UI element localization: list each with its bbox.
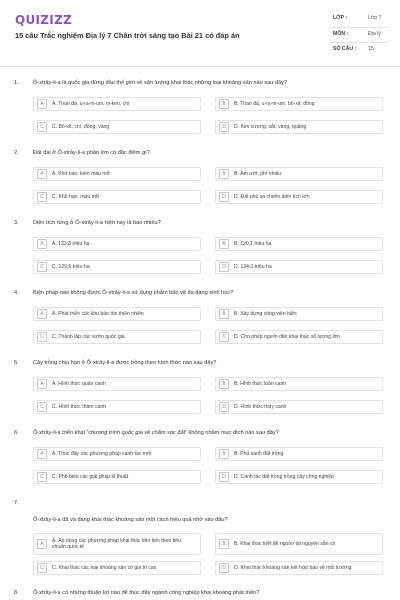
option-b[interactable]: [215, 307, 383, 321]
option-text: A. Than đá, u-ra-ni-um, ni-ken, chì: [52, 100, 130, 107]
option-a[interactable]: [33, 307, 201, 321]
meta-row-count: [330, 42, 388, 57]
option-text: A. Phát triển các khu bảo tồn thiên nhiên: [52, 310, 144, 317]
option-a[interactable]: [33, 97, 201, 111]
option-b[interactable]: [215, 237, 383, 251]
question-number: 1.: [14, 80, 19, 86]
question-text: Cây trồng chịu hạn ở Ô-xtrây-li-a được trồng theo hình thức nào sau đây?: [33, 360, 217, 366]
option-letter: B: [219, 309, 229, 319]
option-d[interactable]: [215, 470, 383, 484]
option-letter: A: [37, 379, 47, 389]
option-text: B. 120,1 triệu ha: [234, 240, 272, 247]
option-text: B. Khai thác triệt để nguồn tài nguyên sẵn có: [234, 540, 336, 547]
option-a[interactable]: [33, 237, 201, 251]
option-text: C. Phổ biến các giải pháp kĩ thuật: [52, 473, 129, 480]
option-text: A. 133,8 triệu ha: [52, 240, 90, 247]
option-text: B. Hình thức luân canh: [234, 380, 287, 387]
meta-row-class: [330, 12, 388, 27]
question-text-italic: chương trình quốc gia về chăm sóc đất: [88, 430, 186, 436]
question-text: [33, 430, 383, 436]
option-d[interactable]: [215, 120, 383, 134]
option-a[interactable]: [33, 533, 201, 555]
option-letter: C: [37, 563, 47, 573]
question-text: Ô-xtrây-li-a là quốc gia đứng đầu thế giới về sản lượng khai thác những loại khoáng sản nào sau đây?: [33, 80, 287, 86]
meta-label: SỐ CÂU :: [333, 46, 357, 52]
option-letter: B: [219, 379, 229, 389]
option-letter: A: [37, 99, 47, 109]
option-letter: B: [219, 239, 229, 249]
option-c[interactable]: [33, 400, 201, 414]
option-letter: D: [219, 332, 229, 342]
option-text: B. Phủ xanh đất trống: [234, 450, 284, 457]
option-letter: A: [37, 449, 47, 459]
question-number: 5.: [14, 360, 19, 366]
option-a[interactable]: [33, 377, 201, 391]
question-text: Biện pháp nào không được Ô-xtrây-li-a sử dụng nhằm bảo vệ đa dạng sinh học?: [33, 290, 234, 296]
option-letter: B: [219, 449, 229, 459]
option-c[interactable]: [33, 470, 201, 484]
option-text: B. Than đá, u-ra-ni-um, bô-xit, đồng: [234, 100, 315, 107]
option-letter: C: [37, 262, 47, 272]
question-text: Ô-xtrây-li-a có những thuận lợi nào để thúc đẩy ngành công nghiệp khai khoáng phát triển?: [33, 590, 260, 596]
option-letter: C: [37, 402, 47, 412]
option-text: D. Kim cương, sắt, vàng, quặng: [234, 123, 307, 130]
option-text: D. Đất phù sa chiếm diện tích lớn: [234, 193, 310, 200]
meta-row-subject: [330, 27, 388, 42]
option-b[interactable]: [215, 447, 383, 461]
option-letter: B: [219, 539, 229, 549]
worksheet-header: [0, 0, 400, 66]
option-letter: C: [37, 472, 47, 482]
option-text: A. Hình thức quản canh: [52, 380, 106, 387]
option-c[interactable]: [33, 190, 201, 204]
option-text: B. Xây dựng công viên biển: [234, 310, 297, 317]
question-text-before: Ô-xtrây-li-a triển khai “: [33, 430, 89, 436]
option-text: C. Khô hạn, màu mỡ: [52, 193, 100, 200]
option-a[interactable]: [33, 447, 201, 461]
option-letter: C: [37, 122, 47, 132]
option-text: C. 129,5 triệu ha: [52, 263, 90, 270]
question-number: 7.: [14, 500, 19, 506]
option-letter: A: [37, 309, 47, 319]
meta-value: Địa lý: [368, 31, 381, 37]
option-letter: B: [219, 169, 229, 179]
meta-label: LỚP :: [333, 15, 348, 21]
option-d[interactable]: [215, 190, 383, 204]
option-b[interactable]: [215, 533, 383, 555]
header-divider: [0, 66, 400, 67]
option-text: C. Khai thác các loại khoáng sản có giá trị cao: [52, 564, 157, 571]
option-letter: A: [37, 169, 47, 179]
option-d[interactable]: [215, 330, 383, 344]
option-b[interactable]: [215, 377, 383, 391]
option-letter: B: [219, 99, 229, 109]
option-text: A. Khô hạn, kém màu mỡ: [52, 170, 110, 177]
question-number: 8.: [14, 590, 19, 596]
option-d[interactable]: [215, 260, 383, 274]
option-text: C. Thành lập các vườn quốc gia: [52, 333, 125, 340]
option-letter: C: [37, 192, 47, 202]
option-text: D. 134,0 triệu ha: [234, 263, 272, 270]
option-text: B. Ẩm ướt, phì nhiêu: [234, 170, 282, 177]
option-c[interactable]: [33, 260, 201, 274]
option-text: D. Khai thác khoáng sản kết hợp bảo vệ môi trường: [234, 564, 352, 571]
question-text: Đất đai ở Ô-xtrây-li-a phần lớn có đặc điểm gì?: [33, 150, 150, 156]
option-letter: D: [219, 402, 229, 412]
option-c[interactable]: [33, 561, 201, 575]
option-d[interactable]: [215, 561, 383, 575]
option-b[interactable]: [215, 97, 383, 111]
option-text: D. Cho phép người dân khai thác số lượng lớn: [234, 333, 340, 340]
option-d[interactable]: [215, 400, 383, 414]
option-letter: A: [37, 539, 47, 549]
option-text: D. Hình thức thủy canh: [234, 403, 287, 410]
option-a[interactable]: [33, 167, 201, 181]
option-c[interactable]: [33, 330, 201, 344]
meta-value: 15: [368, 46, 374, 52]
question-text-after: ” không nhằm mục đích nào sau đây?: [185, 430, 279, 436]
page-title: 15 câu Trắc nghiệm Địa lý 7 Chân trời sáng tạo Bài 21 có đáp án: [15, 31, 240, 40]
option-letter: A: [37, 239, 47, 249]
option-text: C. Hình thức thâm canh: [52, 403, 107, 410]
meta-value: Lớp 7: [368, 15, 382, 21]
option-text: C. Bô-xit, chì, đồng, vàng: [52, 123, 110, 130]
option-text: D. Canh tác đất trong trồng cây công nghiệp: [234, 473, 334, 480]
question-number: 6.: [14, 430, 19, 436]
question-text: Diện tích rừng ở Ô-xtrây-li-a hiện nay là bao nhiêu?: [33, 220, 161, 226]
option-letter: D: [219, 563, 229, 573]
option-letter: D: [219, 472, 229, 482]
option-c[interactable]: [33, 120, 201, 134]
option-b[interactable]: [215, 167, 383, 181]
question-text: Ô-xtrây-li-a đã và đang khai thác khoáng sản một cách hiệu quả nhờ vào đâu?: [33, 517, 228, 523]
option-text: A. Áp dụng các phương pháp khai thác tiên tiến theo tiêu chuẩn quốc tế: [52, 537, 181, 550]
meta-table: [330, 12, 388, 57]
meta-label: MÔN :: [333, 31, 349, 37]
option-text: A. Thúc đẩy các phương pháp canh tác mới: [52, 450, 152, 457]
question-number: 2.: [14, 150, 19, 156]
question-number: 4.: [14, 290, 19, 296]
option-letter: D: [219, 192, 229, 202]
option-letter: D: [219, 122, 229, 132]
question-number: 3.: [14, 220, 19, 226]
option-letter: C: [37, 332, 47, 342]
option-letter: D: [219, 262, 229, 272]
quizizz-logo: QUIZIZZ: [15, 13, 73, 27]
